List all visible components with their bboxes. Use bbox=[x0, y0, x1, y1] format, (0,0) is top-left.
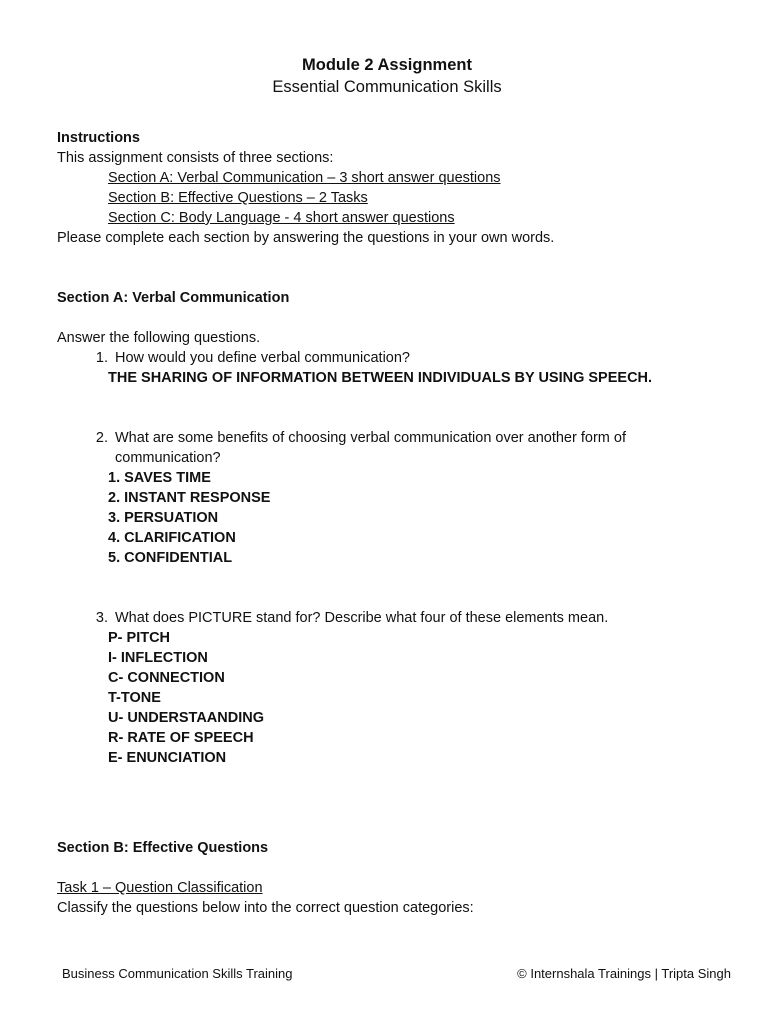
document-subtitle: Essential Communication Skills bbox=[272, 78, 502, 96]
question-text: What does PICTURE stand for? Describe what four of these elements mean. bbox=[115, 610, 609, 626]
question-number: 2. bbox=[95, 430, 108, 446]
instructions-closing: Please complete each section by answering the questions in your own words. bbox=[57, 230, 555, 246]
footer-right: © Internshala Trainings | Tripta Singh bbox=[517, 966, 731, 981]
answer-line: 3. PERSUATION bbox=[108, 510, 219, 526]
question-2 bbox=[57, 428, 717, 468]
answer-line: U- UNDERSTAANDING bbox=[108, 710, 265, 726]
task-1-text: Classify the questions below into the correct question categories: bbox=[57, 900, 474, 916]
question-number: 3. bbox=[95, 610, 108, 626]
section-b-heading: Section B: Effective Questions bbox=[57, 840, 269, 856]
answer-line: T-TONE bbox=[108, 690, 161, 706]
question-3 bbox=[57, 608, 717, 628]
instructions-heading: Instructions bbox=[57, 130, 140, 146]
answer-line: C- CONNECTION bbox=[108, 670, 225, 686]
question-number: 1. bbox=[95, 350, 108, 366]
answer-line: 4. CLARIFICATION bbox=[108, 530, 236, 546]
instruction-section-a: Section A: Verbal Communication – 3 short answer questions bbox=[108, 170, 501, 186]
footer-left: Business Communication Skills Training bbox=[62, 966, 293, 981]
section-a-prompt: Answer the following questions. bbox=[57, 330, 261, 346]
document-page bbox=[57, 54, 717, 918]
instructions-intro: This assignment consists of three sections: bbox=[57, 150, 334, 166]
answer-line: THE SHARING OF INFORMATION BETWEEN INDIVIDUALS BY USING SPEECH. bbox=[108, 370, 653, 386]
answer-line: 2. INSTANT RESPONSE bbox=[108, 490, 271, 506]
answer-line: 1. SAVES TIME bbox=[108, 470, 211, 486]
instruction-section-b: Section B: Effective Questions – 2 Tasks bbox=[108, 190, 368, 206]
answer-line: R- RATE OF SPEECH bbox=[108, 730, 254, 746]
answer-line: E- ENUNCIATION bbox=[108, 750, 227, 766]
page-footer bbox=[62, 965, 731, 983]
answer-line: P- PITCH bbox=[108, 630, 171, 646]
instruction-section-c: Section C: Body Language - 4 short answer questions bbox=[108, 210, 455, 226]
question-1 bbox=[57, 348, 717, 368]
section-a-heading: Section A: Verbal Communication bbox=[57, 290, 290, 306]
question-text: What are some benefits of choosing verbal communication over another form of communication? bbox=[115, 430, 626, 466]
answer-line: I- INFLECTION bbox=[108, 650, 208, 666]
question-text: How would you define verbal communication? bbox=[115, 350, 410, 366]
task-1-title: Task 1 – Question Classification bbox=[57, 880, 263, 896]
document-title: Module 2 Assignment bbox=[302, 56, 472, 74]
answer-line: 5. CONFIDENTIAL bbox=[108, 550, 233, 566]
